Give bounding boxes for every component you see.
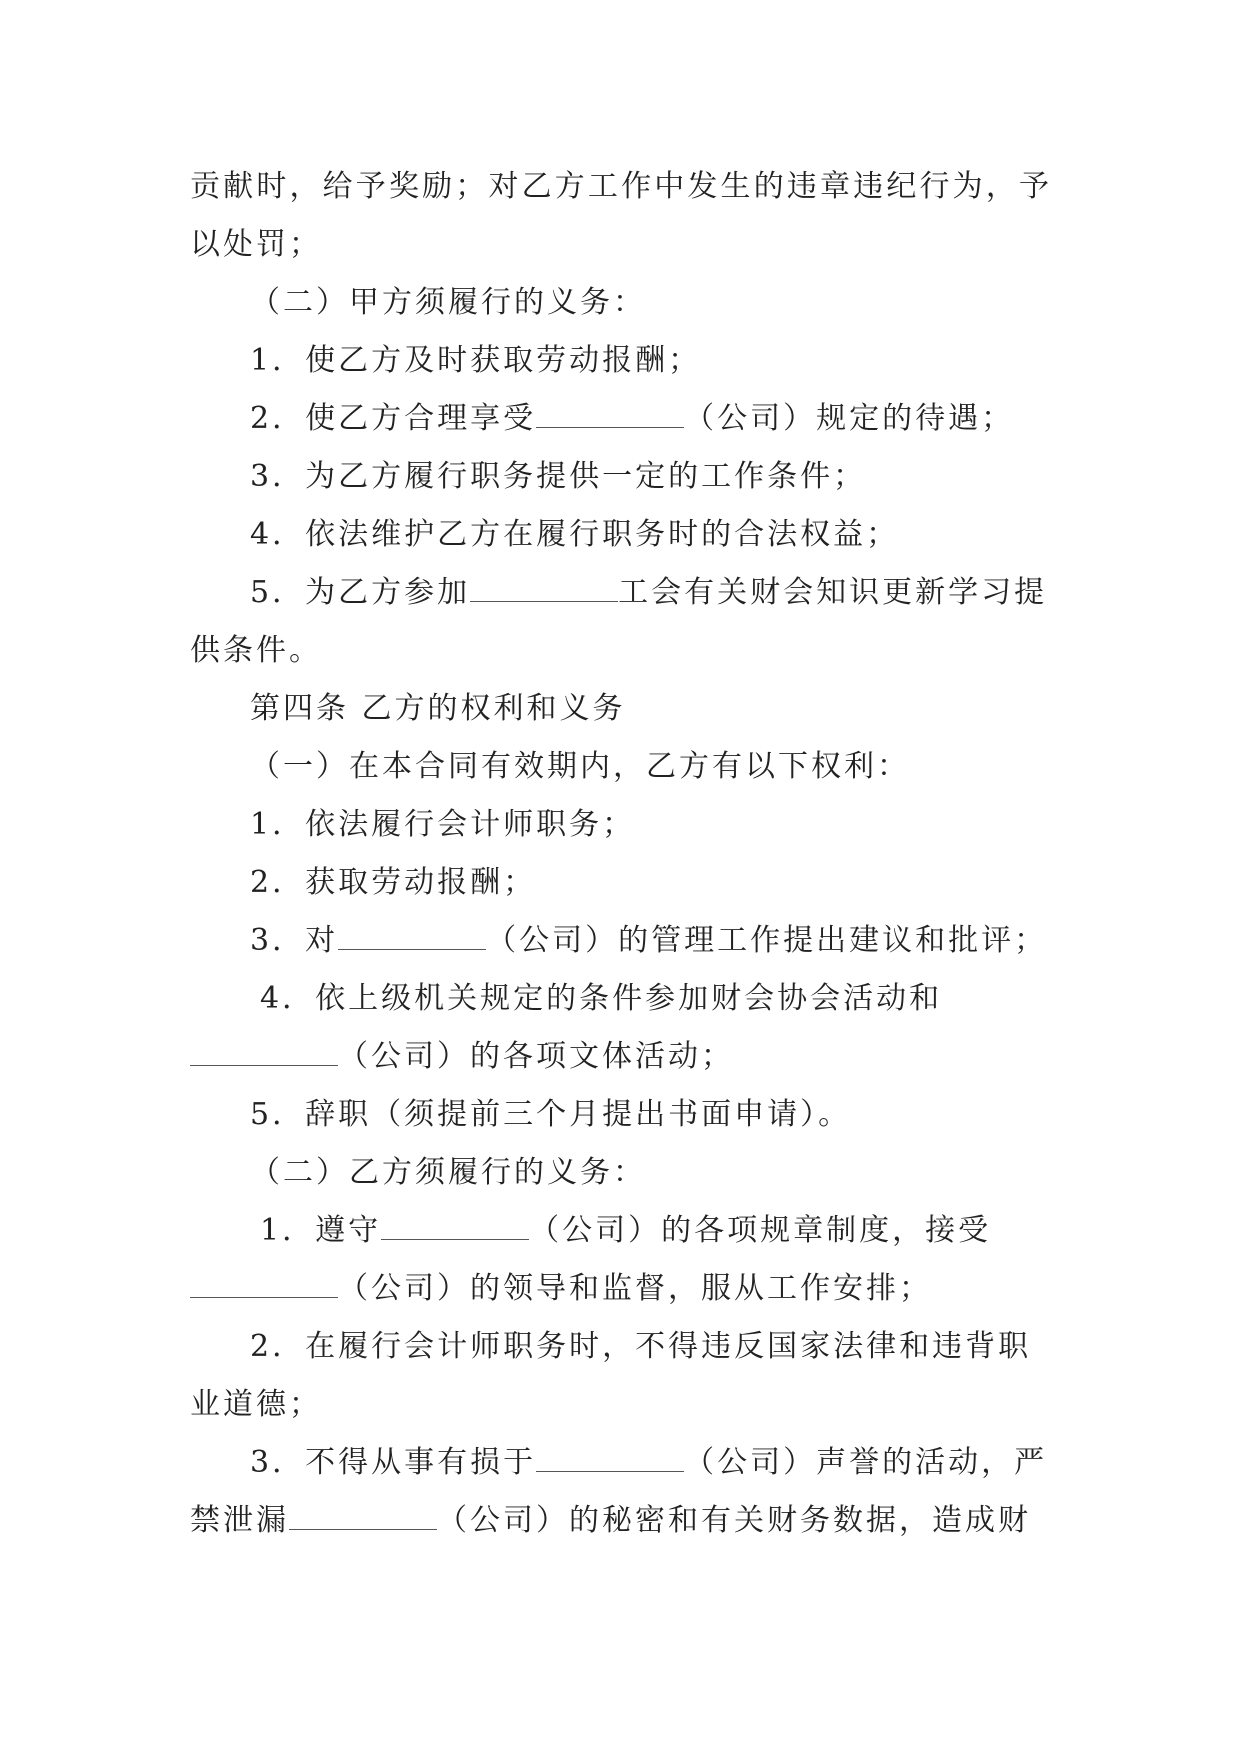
section-heading: （一）在本合同有效期内，乙方有以下权利：: [250, 749, 910, 784]
list-item: 1．使乙方及时获取劳动报酬；: [250, 343, 702, 378]
list-item: 5．辞职（须提前三个月提出书面申请）。: [250, 1097, 852, 1132]
text-line: （公司）的各项文体活动；: [190, 1028, 1052, 1086]
text-line: 供条件。: [190, 633, 322, 668]
list-item: 4．依上级机关规定的条件参加财会协会活动和: [260, 981, 943, 1016]
fill-in-blank: [536, 1447, 684, 1472]
list-item: 5．为乙方参加 工会有关财会知识更新学习提: [250, 575, 1048, 610]
fill-in-blank: [190, 1041, 338, 1066]
list-item: 2．在履行会计师职务时，不得违反国家法律和违背职: [250, 1329, 1032, 1364]
list-item: 2．使乙方合理享受 （公司）规定的待遇；: [250, 401, 1015, 436]
text-line: （公司）的领导和监督，服从工作安排；: [190, 1260, 1052, 1318]
list-item: 4．依法维护乙方在履行职务时的合法权益；: [250, 517, 900, 552]
text-line: 业道德；: [190, 1387, 322, 1422]
text-line: 禁泄漏 （公司）的秘密和有关财务数据，造成财: [190, 1503, 1031, 1538]
section-heading: （二）乙方须履行的义务：: [250, 1155, 646, 1190]
list-item: 2．获取劳动报酬；: [250, 865, 537, 900]
fill-in-blank: [289, 1505, 437, 1530]
fill-in-blank: [190, 1273, 338, 1298]
list-item: 3．不得从事有损于 （公司）声誉的活动，严: [250, 1445, 1048, 1480]
list-item: 3．为乙方履行职务提供一定的工作条件；: [250, 459, 867, 494]
text-line: 以处罚；: [190, 227, 322, 262]
list-item: 1．依法履行会计师职务；: [250, 807, 636, 842]
contract-body: [190, 158, 1052, 1550]
list-item: 1．遵守 （公司）的各项规章制度，接受: [260, 1213, 992, 1248]
list-item: 3．对 （公司）的管理工作提出建议和批评；: [250, 923, 1048, 958]
article-heading: 第四条 乙方的权利和义务: [250, 691, 626, 726]
fill-in-blank: [381, 1215, 529, 1240]
fill-in-blank: [536, 403, 684, 428]
fill-in-blank: [338, 925, 486, 950]
text-line: 贡献时，给予奖励；对乙方工作中发生的违章违纪行为，予: [190, 169, 1052, 204]
section-heading: （二）甲方须履行的义务：: [250, 285, 646, 320]
fill-in-blank: [470, 577, 618, 602]
